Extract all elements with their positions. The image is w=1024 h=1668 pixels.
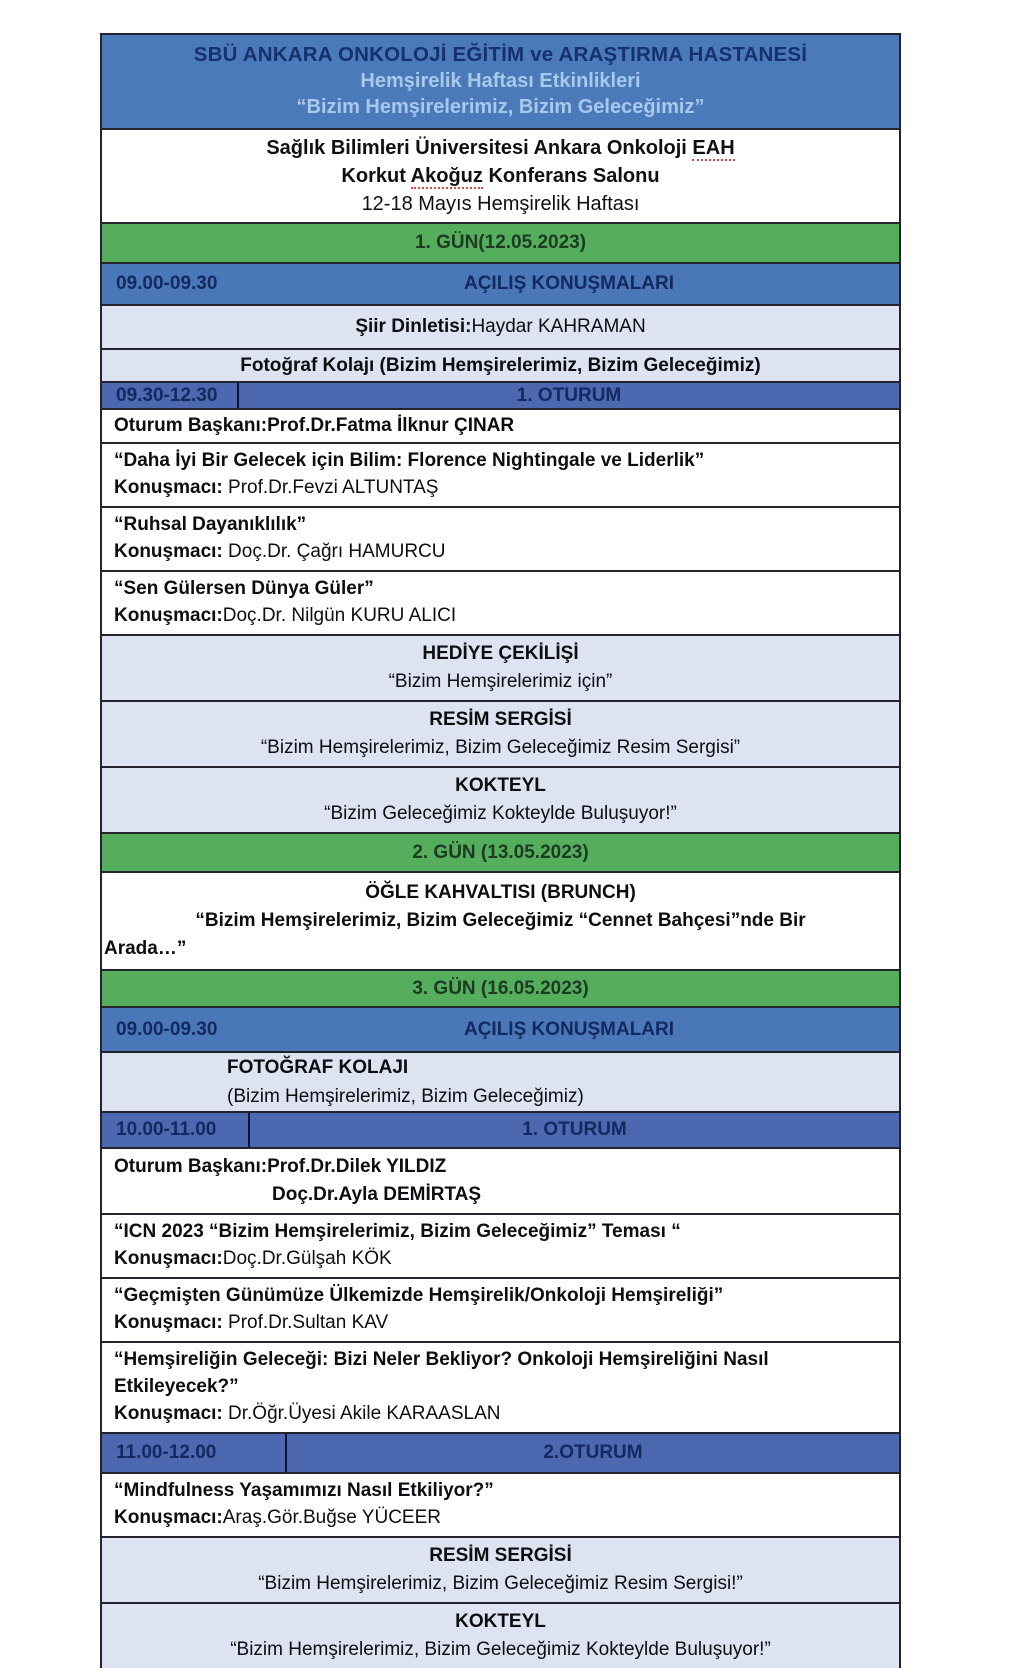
event-slogan: “Bizim Hemşirelerimiz, Bizim Geleceğimiz” (296, 96, 705, 118)
talk-speaker: Konuşmacı: Prof.Dr.Fevzi ALTUNTAŞ (114, 477, 439, 498)
art-exhibition-row: RESİM SERGİSİ “Bizim Hemşirelerimiz, Bizim Geleceğimiz Resim Sergisi” (102, 700, 899, 766)
talk-speaker: Konuşmacı:Doç.Dr.Gülşah KÖK (114, 1248, 392, 1269)
session-title: AÇILIŞ KONUŞMALARI (463, 273, 675, 294)
talk-speaker: Konuşmacı: Doç.Dr. Çağrı HAMURCU (114, 541, 446, 562)
talk-title: “Mindfulness Yaşamımızı Nasıl Etkiliyor?” (114, 1480, 494, 1501)
session-chair-row: Oturum Başkanı:Prof.Dr.Fatma İlknur ÇINAR (102, 408, 899, 442)
talk-row (102, 506, 899, 570)
brunch-heading: ÖĞLE KAHVALTISI (BRUNCH) (365, 882, 636, 903)
session-row-opening-day1 (102, 262, 899, 304)
venue-line-3: 12-18 Mayıs Hemşirelik Haftası (361, 193, 640, 215)
talk-title: “ICN 2023 “Bizim Hemşirelerimiz, Bizim Geleceğimiz” Teması “ (114, 1221, 681, 1242)
session-title: 1. OTURUM (516, 384, 622, 406)
photo-collage-row-day1: Fotoğraf Kolajı (Bizim Hemşirelerimiz, Bizim Geleceğimiz) (102, 348, 899, 381)
talk-row (102, 1472, 899, 1536)
gift-draw-row: HEDİYE ÇEKİLİŞİ “Bizim Hemşirelerimiz için” (102, 634, 899, 700)
session-chair-row: Oturum Başkanı:Prof.Dr.Dilek YILDIZ Doç.Dr.Ayla DEMİRTAŞ (102, 1147, 899, 1213)
session-title: 1. OTURUM (522, 1119, 627, 1140)
talk-speaker: Konuşmacı: Dr.Öğr.Üyesi Akile KARAASLAN (114, 1403, 501, 1424)
schedule-table (100, 33, 901, 1668)
session-row-opening-day3 (102, 1006, 899, 1051)
hospital-title: SBÜ ANKARA ONKOLOJİ EĞİTİM ve ARAŞTIRMA HASTANESİ (193, 43, 808, 66)
talk-speaker: Konuşmacı: Prof.Dr.Sultan KAV (114, 1312, 389, 1333)
talk-title: “Ruhsal Dayanıklılık” (114, 514, 307, 535)
day-3-banner: 3. GÜN (16.05.2023) (102, 969, 899, 1006)
session-row-1-oturum-day1 (102, 381, 899, 408)
talk-title: “Geçmişten Günümüze Ülkemizde Hemşirelik/Onkoloji Hemşireliği” (114, 1285, 724, 1306)
talk-title: “Daha İyi Bir Gelecek için Bilim: Florence Nightingale ve Liderlik” (114, 450, 705, 471)
session-time: 11.00-12.00 (102, 1434, 287, 1472)
art-exhibition-row: RESİM SERGİSİ “Bizim Hemşirelerimiz, Bizim Geleceğimiz Resim Sergisi!” (102, 1536, 899, 1602)
event-week-title: Hemşirelik Haftası Etkinlikleri (360, 70, 641, 92)
session-row-2-oturum-day3 (102, 1432, 899, 1472)
talk-title: “Sen Gülersen Dünya Güler” (114, 578, 374, 599)
talk-row (102, 1277, 899, 1341)
photo-collage-row-day3: FOTOĞRAF KOLAJI (Bizim Hemşirelerimiz, Bizim Geleceğimiz) (102, 1051, 899, 1111)
session-time: 09.00-09.30 (116, 273, 218, 294)
table-header (102, 35, 899, 128)
talk-speaker: Konuşmacı:Doç.Dr. Nilgün KURU ALICI (114, 605, 457, 626)
poem-recital-row: Şiir Dinletisi: Haydar KAHRAMAN (102, 304, 899, 348)
talk-row (102, 1341, 899, 1432)
session-title: AÇILIŞ KONUŞMALARI (463, 1018, 675, 1040)
day-1-banner: 1. GÜN(12.05.2023) (102, 222, 899, 262)
talk-row (102, 1213, 899, 1277)
talk-row (102, 442, 899, 506)
cocktail-row: KOKTEYL “Bizim Hemşirelerimiz, Bizim Geleceğimiz Kokteylde Buluşuyor!” (102, 1602, 899, 1668)
session-title: 2.OTURUM (543, 1442, 643, 1463)
session-time: 09.00-09.30 (116, 1018, 218, 1040)
brunch-row: ÖĞLE KAHVALTISI (BRUNCH) “Bizim Hemşirelerimiz, Bizim Geleceğimiz “Cennet Bahçesi”nde Bir Arada…” (102, 871, 899, 969)
venue-line-1: Sağlık Bilimleri Üniversitesi Ankara Onkoloji EAH (266, 137, 735, 159)
venue-line-2: Korkut Akoğuz Konferans Salonu (341, 165, 660, 187)
talk-row (102, 570, 899, 634)
talk-speaker: Konuşmacı:Araş.Gör.Buğse YÜCEER (114, 1507, 441, 1528)
talk-title: “Hemşireliğin Geleceği: Bizi Neler Bekliyor? Onkoloji Hemşireliğini Nasıl Etkileyecek?” (114, 1349, 769, 1397)
day-2-banner: 2. GÜN (13.05.2023) (102, 832, 899, 871)
session-time: 10.00-11.00 (102, 1113, 250, 1147)
venue-info (102, 128, 899, 222)
session-time: 09.30-12.30 (102, 383, 239, 408)
cocktail-row: KOKTEYL “Bizim Geleceğimiz Kokteylde Buluşuyor!” (102, 766, 899, 832)
session-row-1-oturum-day3 (102, 1111, 899, 1147)
